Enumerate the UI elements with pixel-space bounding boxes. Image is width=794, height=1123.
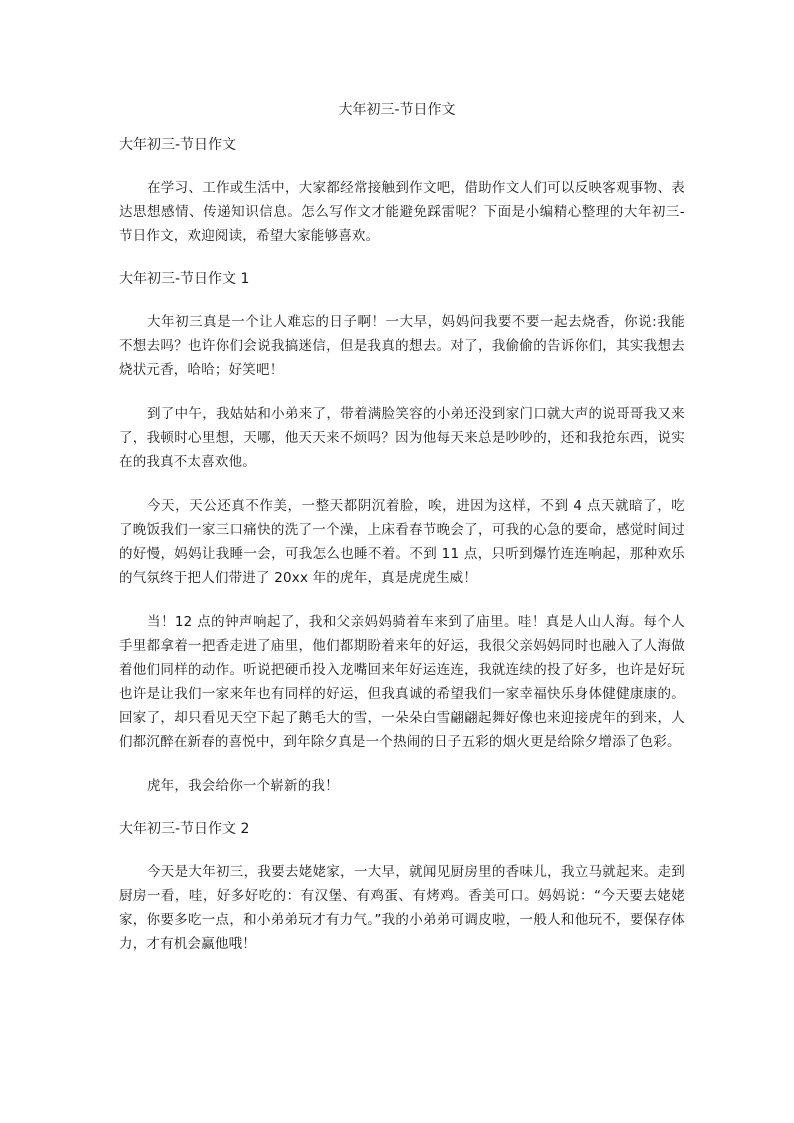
essay1-paragraph: 到了中午，我姑姑和小弟来了，带着满脸笑容的小弟还没到家门口就大声的说哥哥我又来了，我顿时心里想，天哪，他天天来不烦吗？因为他每天来总是吵吵的，还和我抢东西，说实在的我真不太喜欢他。 [119,406,685,470]
essay1-paragraph: 虎年，我会给你一个崭新的我！ [147,778,339,794]
essay2-paragraph: 今天是大年初三，我要去姥姥家，一大早，就闻见厨房里的香味儿，我立马就起来。走到厨房一看，哇，好多好吃的：有汉堡、有鸡蛋、有烤鸡。香美可口。妈妈说：“今天要去姥姥家，你要多吃一点，和小弟弟玩才有力气。”我的小弟弟可调皮啦，一般人和他玩不，要保存体力，才有机会赢他哦！ [119,864,685,952]
essay1-paragraph: 今天，天公还真不作美，一整天都阴沉着脸，唉，进因为这样，不到 4 点天就暗了，吃了晚饭我们一家三口痛快的洗了一个澡，上床看春节晚会了，可我的心急的要命，感觉时间过的好慢，妈妈让我睡一会，可我怎么也睡不着。不到 11 点，只听到爆竹连连响起，那种欢乐的气氛终于把人们带进了 20xx 年的虎年，真是虎虎生威！ [119,498,685,586]
document-body [119,134,685,976]
intro-paragraph: 在学习、工作或生活中，大家都经常接触到作文吧，借助作文人们可以反映客观事物、表达思想感情、传递知识信息。怎么写作文才能避免踩雷呢？下面是小编精心整理的大年初三-节日作文，欢迎阅读，希望大家能够喜欢。 [119,180,685,244]
page-title: 大年初三-节日作文 [338,102,456,118]
essay1-heading: 大年初三-节日作文 1 [119,271,250,287]
intro-heading: 大年初三-节日作文 [119,137,237,153]
essay1-paragraph: 当！12 点的钟声响起了，我和父亲妈妈骑着车来到了庙里。哇！真是人山人海。每个人手里都拿着一把香走进了庙里，他们都期盼着来年的好运，我很父亲妈妈同时也融入了人海做着他们同样的动作。听说把硬币投入龙嘴回来年好运连连，我就连续的投了好多，也许是好玩也许是让我们一家来年也有同样的好运，但我真诚的希望我们一家幸福快乐身体健健康康的。回家了，却只看见天空下起了鹅毛大的雪，一朵朵白雪翩翩起舞好像也来迎接虎年的到来，人们都沉醉在新春的喜悦中，到年除夕真是一个热闹的日子五彩的烟火更是给除夕增添了色彩。 [119,614,685,750]
essay1-paragraph: 大年初三真是一个让人难忘的日子啊！一大早，妈妈问我要不要一起去烧香，你说:我能不想去吗？也许你们会说我搞迷信，但是我真的想去。对了，我偷偷的告诉你们，其实我想去烧状元香，哈哈；好笑吧！ [119,314,685,378]
essay2-heading: 大年初三-节日作文 2 [119,821,250,837]
